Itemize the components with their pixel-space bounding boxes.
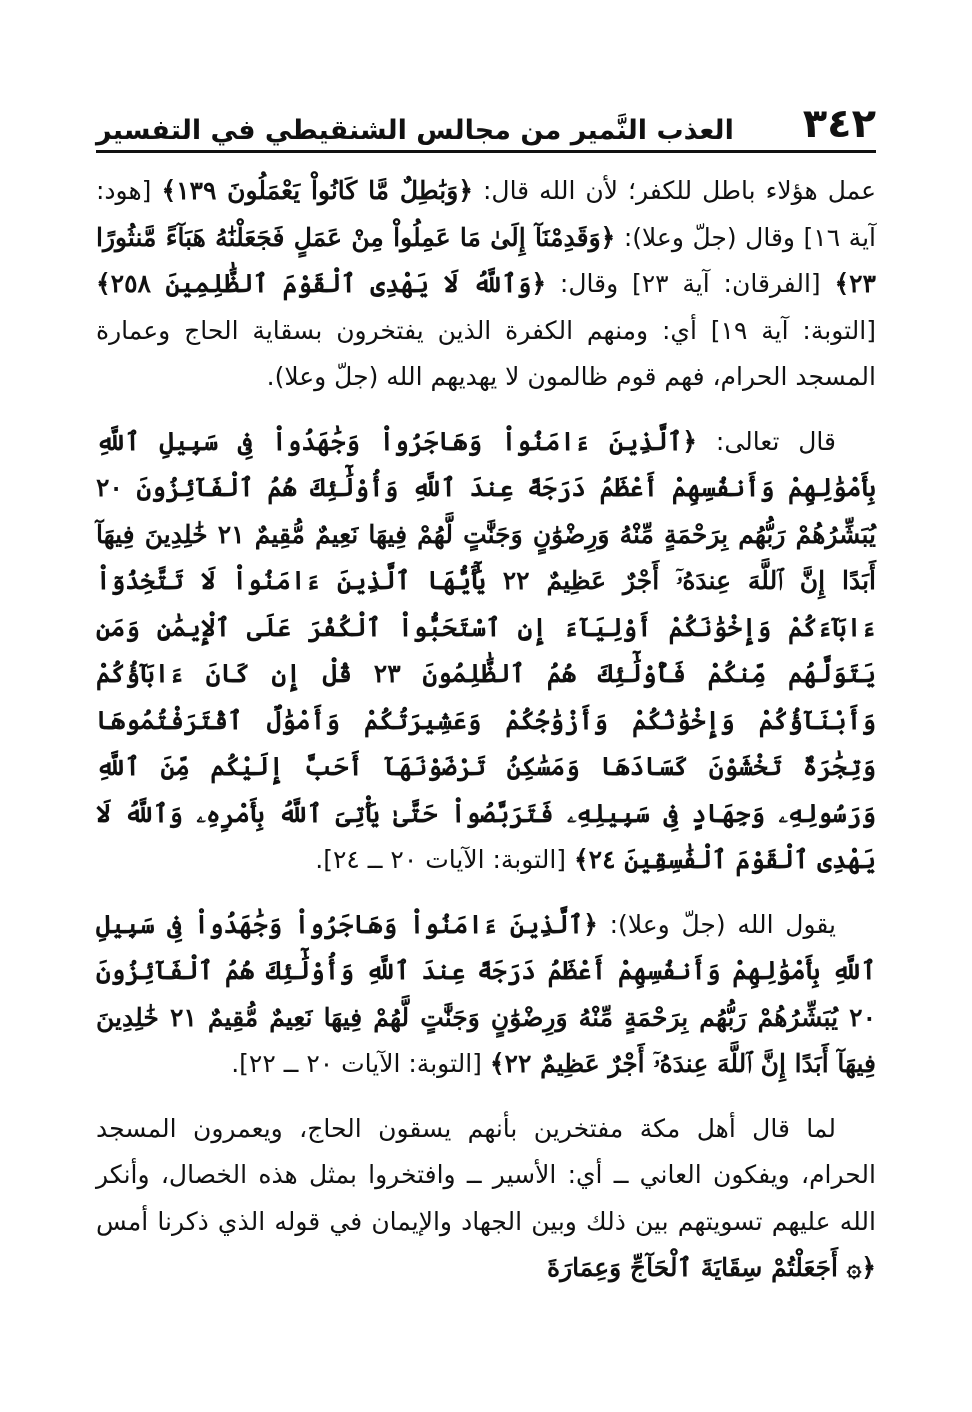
paragraph-2 — [96, 419, 876, 884]
paragraph-3 — [96, 902, 876, 1088]
page-body — [96, 168, 876, 1292]
paragraph-1 — [96, 168, 876, 401]
quran-verse: ﴿وَٱللَّهُ لَا يَهْدِى ٱلْقَوْمَ ٱلظَّٰلِمِينَ ٢٥٨﴾ — [96, 269, 547, 298]
page-header — [96, 96, 876, 153]
page-number: ٣٤٢ — [802, 101, 876, 147]
verse-reference: [التوبة: الآيات ٢٠ ــ ٢٤]. — [315, 845, 574, 874]
paragraph-4 — [96, 1106, 876, 1292]
body-text: [هود: آية ١٦] وقال (جلّ وعلا): — [96, 176, 876, 252]
quran-verse: ﴿ٱلَّذِينَ ءَامَنُواْ وَهَاجَرُواْ وَجَٰهَدُواْ فِى سَبِيلِ ٱللَّهِ بِأَمْوَٰلِهِمْ وَأَنفُسِهِمْ أَعْظَمُ دَرَجَةً عِندَ ٱللَّهِ وَأُوْلَٰٓئِكَ هُمُ ٱلْفَآئِزُونَ ٢٠ يُبَشِّرُهُمْ رَبُّهُم بِرَحْمَةٍ مِّنْهُ وَرِضْوَٰنٍ وَجَنَّٰتٍ لَّهُمْ فِيهَا نَعِيمٌ مُّقِيمٌ ٢١ خَٰلِدِينَ فِيهَآ أَبَدًا إِنَّ ٱللَّهَ عِندَهُۥٓ أَجْرٌ عَظِيمٌ ٢٢﴾ — [96, 909, 876, 1078]
body-text: [التوبة: آية ١٩] أي: ومنهم الكفرة الذين يفتخرون بسقاية الحاج وعمارة المسجد الحرام، فهم قوم ظالمون لا يهديهم الله (جلّ وعلا). — [96, 315, 876, 391]
body-text: قال تعالى: — [697, 426, 836, 456]
quran-verse: ﴿وَقَدِمْنَآ إِلَىٰ مَا عَمِلُواْ مِنْ عَمَلٍ فَجَعَلْنَٰهُ هَبَآءً مَّنثُورًا ٢٣﴾ — [96, 222, 876, 298]
body-text: لما قال أهل مكة مفتخرين بأنهم يسقون الحاج، ويعمرون المسجد الحرام، ويفكون العاني ــ أي: الأسير ــ وافتخروا بمثل هذه الخصال، وأنكر الله عليهم تسويتهم بين ذلك وبين الجهاد والإيمان في قوله الذي ذكرنا أمس — [96, 1113, 876, 1236]
quran-verse: ﴿۞ أَجَعَلْتُمْ سِقَايَةَ ٱلْحَآجِّ وَعِمَارَةَ — [547, 1253, 876, 1282]
quran-verse: ﴿ٱلَّذِينَ ءَامَنُواْ وَهَاجَرُواْ وَجَٰهَدُواْ فِى سَبِيلِ ٱللَّهِ بِأَمْوَٰلِهِمْ وَأَنفُسِهِمْ أَعْظَمُ دَرَجَةً عِندَ ٱللَّهِ وَأُوْلَٰٓئِكَ هُمُ ٱلْفَآئِزُونَ ٢٠ يُبَشِّرُهُمْ رَبُّهُم بِرَحْمَةٍ مِّنْهُ وَرِضْوَٰنٍ وَجَنَّٰتٍ لَّهُمْ فِيهَا نَعِيمٌ مُّقِيمٌ ٢١ خَٰلِدِينَ فِيهَآ أَبَدًا إِنَّ ٱللَّهَ عِندَهُۥٓ أَجْرٌ عَظِيمٌ ٢٢ يَٰٓأَيُّهَا ٱلَّذِينَ ءَامَنُواْ لَا تَتَّخِذُوٓاْ ءَابَآءَكُمْ وَإِخْوَٰنَكُمْ أَوْلِيَآءَ إِنِ ٱسْتَحَبُّواْ ٱلْكُفْرَ عَلَى ٱلْإِيمَٰنِ وَمَن يَتَوَلَّهُم مِّنكُمْ فَأُوْلَٰٓئِكَ هُمُ ٱلظَّٰلِمُونَ ٢٣ قُلْ إِن كَانَ ءَابَآؤُكُمْ وَأَبْنَآؤُكُمْ وَإِخْوَٰنُكُمْ وَأَزْوَٰجُكُمْ وَعَشِيرَتُكُمْ وَأَمْوَٰلٌ ٱقْتَرَفْتُمُوهَا وَتِجَٰرَةٌ تَخْشَوْنَ كَسَادَهَا وَمَسَٰكِنُ تَرْضَوْنَهَآ أَحَبَّ إِلَيْكُم مِّنَ ٱللَّهِ وَرَسُولِهِۦ وَجِهَادٍ فِى سَبِيلِهِۦ فَتَرَبَّصُواْ حَتَّىٰ يَأْتِىَ ٱللَّهُ بِأَمْرِهِۦ وَٱللَّهُ لَا يَهْدِى ٱلْقَوْمَ ٱلْفَٰسِقِينَ ٢٤﴾ — [96, 426, 876, 874]
verse-reference: [التوبة: الآيات ٢٠ ــ ٢٢]. — [231, 1049, 490, 1078]
body-text: عمل هؤلاء باطل للكفر؛ لأن الله قال: — [472, 176, 876, 205]
book-title: العذب النَّمير من مجالس الشنقيطي في التفسير — [96, 115, 734, 146]
quran-verse: ﴿وَبَٰطِلٌ مَّا كَانُواْ يَعْمَلُونَ ١٣٩﴾ — [161, 176, 473, 205]
body-text: [الفرقان: آية ٢٣] وقال: — [546, 269, 835, 298]
body-text: يقول الله (جلّ وعلا): — [597, 909, 836, 939]
